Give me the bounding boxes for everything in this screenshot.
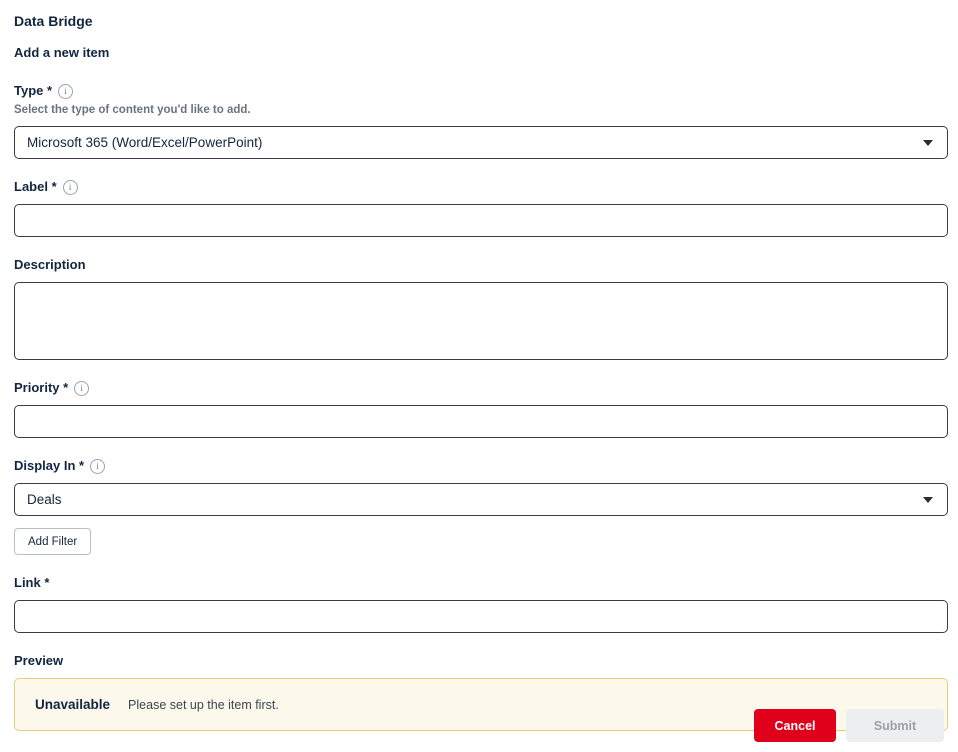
label-input[interactable] (14, 204, 948, 237)
info-icon[interactable]: i (63, 180, 78, 195)
status-badge: Unavailable (35, 697, 111, 712)
cancel-button[interactable]: Cancel (754, 709, 836, 742)
field-priority-label (14, 380, 944, 396)
field-label-label-text: Label * (14, 179, 57, 194)
preview-message: Please set up the item first. (128, 697, 279, 712)
display-in-select-value: Deals (27, 492, 62, 507)
field-label-label (14, 179, 944, 195)
field-type (14, 83, 944, 159)
field-description (14, 257, 944, 360)
field-preview-label (14, 653, 944, 669)
field-label (14, 179, 944, 237)
display-in-select[interactable] (14, 483, 948, 516)
info-icon[interactable]: i (58, 84, 73, 99)
field-priority-label-text: Priority * (14, 380, 69, 395)
field-description-label (14, 257, 944, 273)
add-filter-button[interactable]: Add Filter (14, 528, 91, 555)
field-display-in-label (14, 458, 944, 474)
link-input[interactable] (14, 600, 948, 633)
field-display-in (14, 458, 944, 555)
page-title: Add a new item (14, 45, 110, 60)
form-actions (754, 709, 944, 742)
field-description-label-text: Description (14, 257, 86, 272)
chevron-down-icon (923, 140, 933, 146)
app-title: Data Bridge (14, 13, 93, 29)
type-select[interactable] (14, 126, 948, 159)
type-select-value: Microsoft 365 (Word/Excel/PowerPoint) (27, 135, 263, 150)
field-link-label (14, 575, 944, 591)
info-icon[interactable]: i (74, 381, 89, 396)
field-display-in-label-text: Display In * (14, 458, 85, 473)
field-preview-label-text: Preview (14, 653, 64, 668)
field-type-help: Select the type of content you'd like to add. (14, 104, 251, 116)
field-type-label-text: Type * (14, 83, 53, 98)
priority-input[interactable] (14, 405, 948, 438)
field-type-label (14, 83, 944, 99)
field-priority (14, 380, 944, 438)
field-link-label-text: Link * (14, 575, 50, 590)
description-textarea[interactable] (14, 282, 948, 360)
field-link (14, 575, 944, 633)
info-icon[interactable]: i (90, 459, 105, 474)
submit-button[interactable]: Submit (846, 709, 944, 742)
chevron-down-icon (923, 497, 933, 503)
